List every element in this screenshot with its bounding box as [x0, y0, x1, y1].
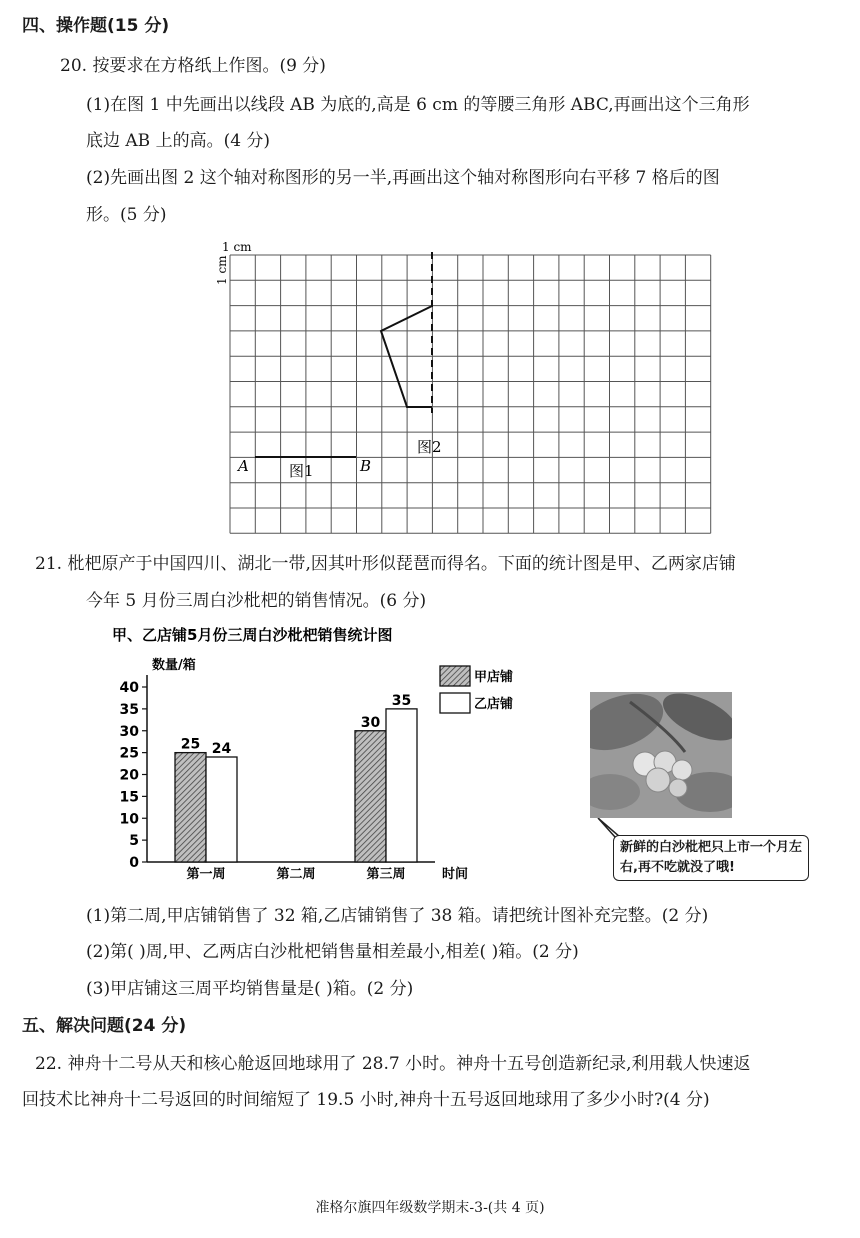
grid-lines [230, 255, 711, 533]
bar-chart [100, 620, 560, 890]
q20-stem: 20. 按要求在方格纸上作图。(9 分) [60, 56, 326, 76]
y-tick-label: 30 [119, 723, 139, 740]
loquat-fruit-image [590, 692, 732, 818]
legend-swatch [440, 666, 470, 686]
q22-line1: 22. 神舟十二号从天和核心舱返回地球用了 28.7 小时。神舟十五号创造新纪录,利用载人快速返 [35, 1054, 751, 1074]
bar-value-label: 24 [211, 741, 232, 757]
q20-part1-line1: (1)在图 1 中先画出以线段 AB 为底的,高是 6 cm 的等腰三角形 ABC,再画出这个三角形 [86, 95, 750, 115]
figure1-label: 图1 [289, 462, 314, 480]
q22-line2: 回技术比神舟十二号返回的时间缩短了 19.5 小时,神舟十五号返回地球用了多少小时?(4 分) [22, 1090, 710, 1110]
point-b-label: B [360, 457, 372, 475]
q21-stem-line2: 今年 5 月份三周白沙枇杷的销售情况。(6 分) [86, 591, 427, 611]
q21-sub2: (2)第( )周,甲、乙两店白沙枇杷销售量相差最小,相差( )箱。(2 分) [86, 942, 579, 962]
y-tick-label: 5 [129, 833, 139, 850]
x-tick-label: 第三周 [366, 867, 406, 882]
y-tick-label: 15 [119, 789, 139, 806]
y-tick-label: 10 [119, 811, 139, 828]
loquat-photo [590, 692, 732, 818]
figure2-label: 图2 [417, 438, 442, 456]
legend-label: 甲店铺 [474, 670, 514, 685]
bar-jia [355, 731, 386, 862]
y-tick-label: 20 [119, 767, 139, 784]
chart-title: 甲、乙店铺5月份三周白沙枇杷销售统计图 [112, 626, 393, 644]
y-tick-label: 0 [129, 855, 139, 871]
grid-unit-vertical-label: 1 cm [215, 255, 229, 285]
section-4-title: 四、操作题(15 分) [22, 16, 170, 36]
y-tick-label: 25 [119, 745, 139, 762]
y-tick-label: 40 [119, 680, 139, 696]
bar-yi [386, 709, 417, 862]
grid-paper [205, 238, 725, 538]
section-5-title: 五、解决问题(24 分) [22, 1016, 187, 1036]
q21-stem-line1: 21. 枇杷原产于中国四川、湖北一带,因其叶形似琵琶而得名。下面的统计图是甲、乙两家店铺 [35, 554, 736, 574]
x-tick-label: 第二周 [276, 867, 316, 882]
q21-sub1: (1)第二周,甲店铺销售了 32 箱,乙店铺销售了 38 箱。请把统计图补充完整。(2 分) [86, 906, 709, 926]
bar-value-label: 35 [391, 692, 412, 709]
q20-part2-line2: 形。(5 分) [86, 205, 167, 225]
q20-part1-line2: 底边 AB 上的高。(4 分) [86, 131, 271, 151]
q21-sub3: (3)甲店铺这三周平均销售量是( )箱。(2 分) [86, 979, 414, 999]
y-axis-label: 数量/箱 [152, 658, 196, 673]
legend-label: 乙店铺 [474, 697, 514, 712]
bar-value-label: 30 [360, 714, 381, 731]
page-footer: 准格尔旗四年级数学期末-3-(共 4 页) [315, 1200, 545, 1216]
bar-yi [206, 757, 237, 862]
x-axis-label: 时间 [442, 867, 469, 882]
legend-swatch [440, 693, 470, 713]
x-tick-label: 第一周 [186, 867, 226, 882]
point-a-label: A [238, 457, 249, 475]
y-tick-label: 35 [119, 701, 139, 718]
speech-bubble: 新鲜的白沙枇杷只上市一个月左右,再不吃就没了哦! [613, 835, 809, 881]
bar-jia [175, 753, 206, 862]
q20-part2-line1: (2)先画出图 2 这个轴对称图形的另一半,再画出这个轴对称图形向右平移 7 格后的图 [86, 168, 720, 188]
grid-unit-horizontal-label: 1 cm [222, 240, 252, 254]
bar-value-label: 25 [180, 736, 201, 753]
